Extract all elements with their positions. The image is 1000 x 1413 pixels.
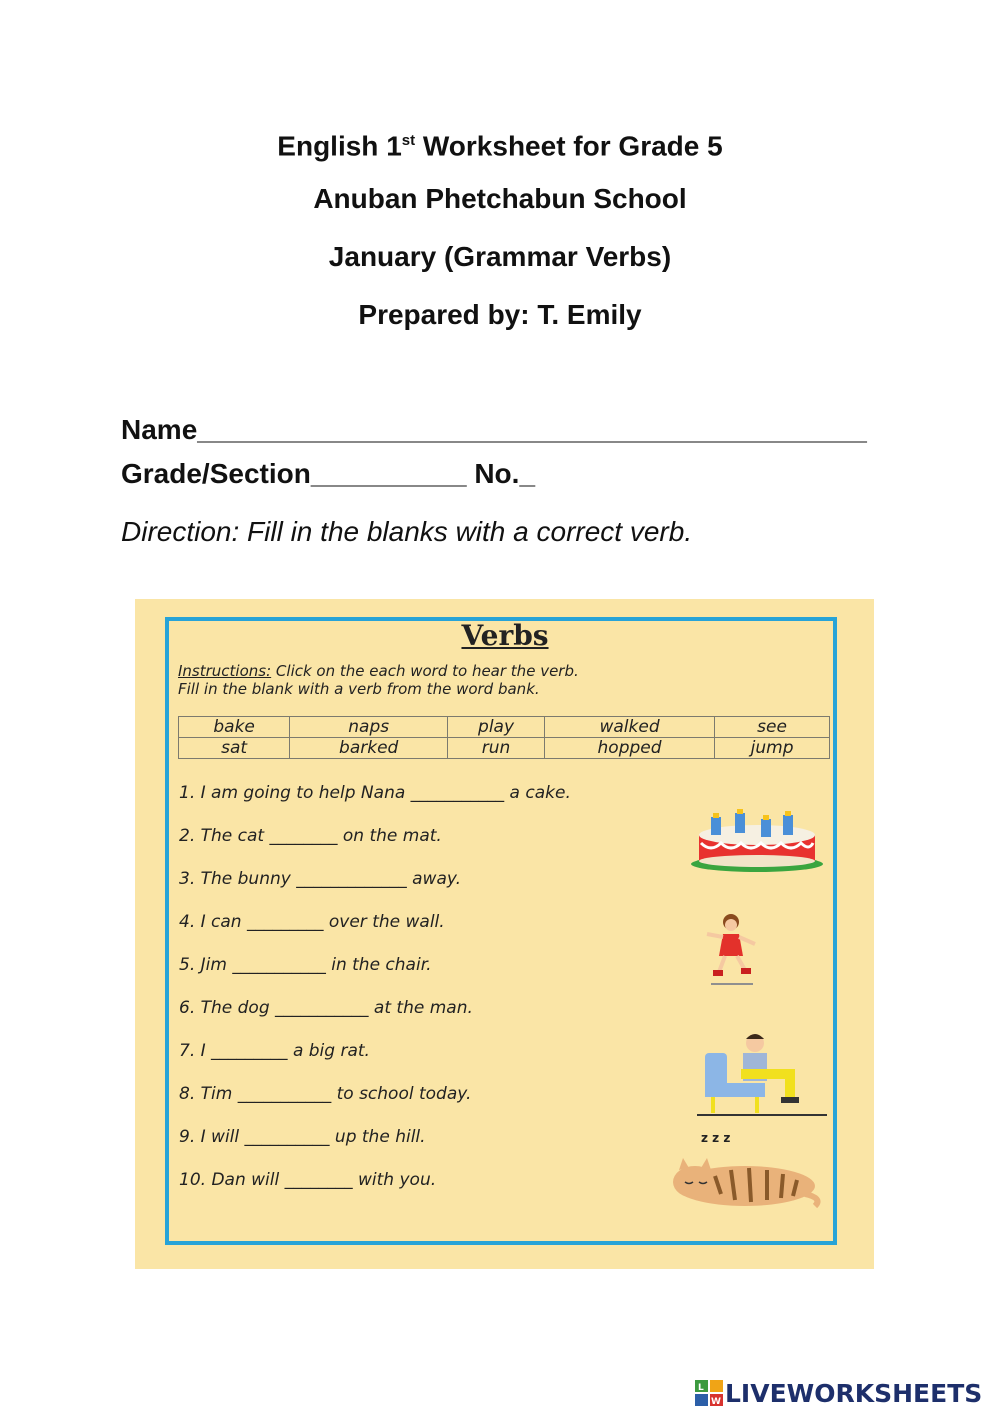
word-bank-cell[interactable]: hopped (544, 738, 714, 759)
sentence-9[interactable]: 9. I will __________ up the hill. (179, 1127, 426, 1147)
prepared-by: Prepared by: T. Emily (358, 299, 642, 330)
direction-text: Direction: Fill in the blanks with a correct verb. (121, 516, 693, 547)
instructions-line-2: Fill in the blank with a verb from the word bank. (178, 680, 540, 698)
sentence-6[interactable]: 6. The dog ___________ at the man. (179, 998, 473, 1018)
logo-letter-l: L (698, 1383, 704, 1393)
jumping-girl-icon (701, 912, 761, 988)
word-bank-row (179, 717, 830, 738)
worksheet-title (0, 124, 1000, 163)
word-bank-cell[interactable]: run (448, 738, 545, 759)
word-bank-cell[interactable]: barked (290, 738, 448, 759)
sentence-5[interactable]: 5. Jim ___________ in the chair. (179, 955, 432, 975)
word-bank-cell[interactable]: sat (179, 738, 290, 759)
title-prefix: English 1 (277, 130, 402, 162)
sentence-7[interactable]: 7. I _________ a big rat. (179, 1041, 370, 1061)
activity-title: Verbs (461, 619, 549, 652)
topic-line: January (Grammar Verbs) (328, 241, 672, 272)
word-bank-row (179, 738, 830, 759)
grade-section-field[interactable]: Grade/Section__________ No._ (121, 458, 536, 489)
word-bank-cell[interactable]: naps (290, 717, 448, 738)
word-bank-cell[interactable]: play (448, 717, 545, 738)
name-field[interactable]: Name___________________________________________ (121, 414, 867, 445)
sentence-8[interactable]: 8. Tim ___________ to school today. (179, 1084, 472, 1104)
word-bank-cell[interactable]: jump (715, 738, 830, 759)
sitting-man-icon (697, 1031, 827, 1117)
sentence-10[interactable]: 10. Dan will ________ with you. (179, 1170, 437, 1190)
title-suffix: Worksheet for Grade 5 (415, 130, 723, 162)
logo-letter-w: W (711, 1397, 721, 1406)
school-name: Anuban Phetchabun School (313, 183, 687, 214)
word-bank-cell[interactable]: bake (179, 717, 290, 738)
liveworksheets-logo-icon (695, 1380, 723, 1406)
sentence-2[interactable]: 2. The cat ________ on the mat. (179, 826, 442, 846)
word-bank (178, 716, 830, 759)
sentence-4[interactable]: 4. I can _________ over the wall. (179, 912, 445, 932)
verbs-activity-panel (135, 599, 874, 1269)
instructions-line-1 (178, 662, 579, 680)
word-bank-cell[interactable]: walked (544, 717, 714, 738)
watermark-text: LIVEWORKSHEETS (725, 1378, 983, 1408)
sentence-3[interactable]: 3. The bunny _____________ away. (179, 869, 462, 889)
birthday-cake-icon (687, 809, 827, 873)
word-bank-cell[interactable]: see (715, 717, 830, 738)
zzz-label: z z z (701, 1131, 731, 1145)
instructions-text-1: Click on the each word to hear the verb. (271, 662, 579, 680)
title-superscript: st (401, 132, 416, 149)
sentence-1[interactable]: 1. I am going to help Nana ___________ a cake. (179, 783, 571, 803)
instructions-label: Instructions: (178, 662, 272, 680)
liveworksheets-watermark (695, 1378, 982, 1408)
sleeping-cat-icon (655, 1154, 825, 1209)
